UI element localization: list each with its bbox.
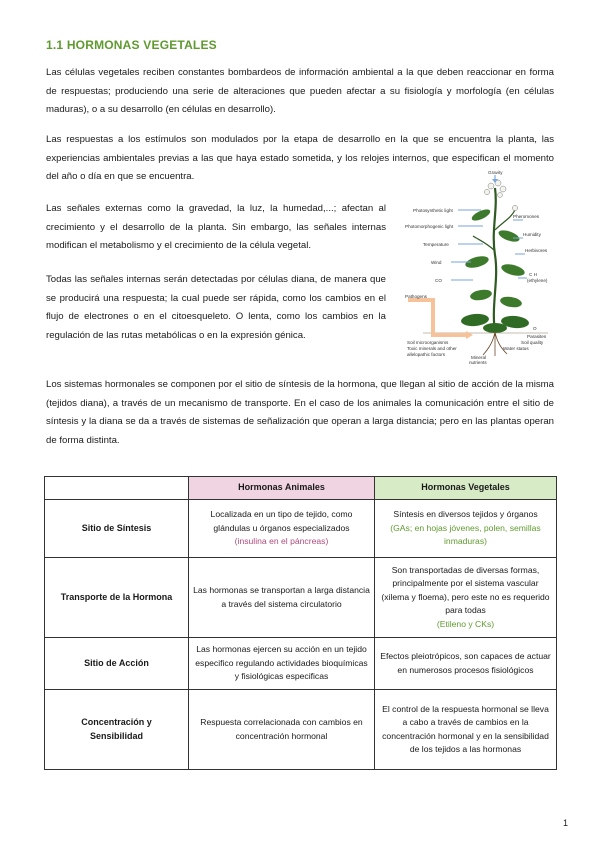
table-row	[45, 638, 557, 690]
label-soil-quality: Soil quality	[521, 340, 544, 345]
cell-text: Respuesta correlacionada con cambios en concentración hormonal	[200, 717, 363, 741]
label-nutrients: nutrients	[469, 360, 487, 365]
cell-animal-concentration	[189, 690, 375, 770]
plant-illustration	[403, 170, 553, 365]
table-row	[45, 558, 557, 638]
label-photomorphogenic-light: Photomorphogenic light	[405, 224, 454, 229]
paragraph-hormonal-systems: Los sistemas hormonales se componen por el sitio de síntesis de la hormona, que llegan al sitio de acción de la misma (tejidos diana), a través de un mecanismo de transporte. En el caso de los animales la comunicación entre el sitio de síntesis y la diana se da a través de sistemas de señalización que operan a larga distancia; pero en las plantas operan de forma distinta.	[46, 379, 554, 446]
cell-animal-transport	[189, 558, 375, 638]
cell-note: (GAs; en hojas jóvenes, polen, semillas inmaduras)	[390, 522, 541, 547]
row-label-concentration	[45, 690, 189, 770]
cell-text: Síntesis en diversos tejidos y órganos	[393, 509, 538, 520]
paragraph-responses: Las respuestas a los estímulos son modulados por la etapa de desarrollo en la que se encuentra la planta, las experiencias ambientales previas a las que haya estado sometida, y los relojes internos, que especifican el momento del año o día en que se encuentra.	[46, 134, 554, 182]
label-humidity: Humidity	[523, 232, 541, 237]
label-photosynthetic-light: Photosynthetic light	[413, 208, 453, 213]
table-row	[45, 500, 557, 558]
cell-plant-concentration	[375, 690, 557, 770]
label-co2: CO	[435, 278, 442, 283]
label-pheromones: Pheromones	[513, 214, 540, 219]
cell-plant-transport	[375, 558, 557, 638]
table-row	[45, 690, 557, 770]
label-allelopathic: allelopathic factors	[407, 352, 446, 357]
label-pathogens: Pathogens	[405, 294, 427, 299]
label-toxic-minerals: Toxic minerals and other	[407, 346, 457, 351]
paragraph-external-signals: Las señales externas como la gravedad, la luz, la humedad,...; afectan al crecimiento y el desarrollo de la planta. Sin embargo, las señales internas modifican el metabolismo y el crecimiento de la célula vegetal.	[46, 203, 386, 251]
label-temperature: Temperature	[423, 242, 449, 247]
cell-plant-action	[375, 638, 557, 690]
label-ethylene: (ethylene)	[527, 278, 548, 283]
section-title: 1.1 HORMONAS VEGETALES	[46, 38, 217, 52]
comparison-table	[44, 476, 557, 770]
cell-text: Son transportadas de diversas formas, principalmente por el sistema vascular (xilema y floema), pero este no es requerido para todas	[381, 564, 550, 616]
row-label-line: Concentración y	[81, 717, 152, 727]
label-water-status: Water status	[503, 346, 529, 351]
cell-text: Las hormonas ejercen su acción en un tejido especifico regulando actividades bioquímicas y fisiológicas especificas	[195, 644, 368, 682]
cell-note: (insulina en el páncreas)	[234, 536, 329, 547]
paragraph-intro: Las células vegetales reciben constantes bombardeos de información ambiental a la que deben reaccionar en forma de respuestas; produciendo una serie de alteraciones que pueden afectar a su fisiología y morfología (en células maduras), o a su desarrollo (en células en desarrollo).	[46, 67, 554, 115]
row-label-line: Sensibilidad	[89, 730, 143, 741]
row-label-action: Sitio de Acción	[45, 638, 189, 690]
label-soil-microorganisms: Soil microorganisms	[407, 340, 449, 345]
paragraph-internal-signals: Todas las señales internas serán detectadas por células diana, de manera que se producirá una respuesta; la cual puede ser rápida, como los cambios en el flujo de electrones o en el citoesqueleto. O lenta, como los cambios en la regulación de las rutas metabólicas o en la expresión génica.	[46, 274, 386, 341]
cell-animal-synthesis	[189, 500, 375, 558]
label-parasites: Parasites	[527, 334, 547, 339]
plant-signals-figure	[403, 170, 553, 365]
label-c2h4: C H	[529, 272, 537, 277]
cell-animal-action	[189, 638, 375, 690]
label-gravity: Gravity	[488, 170, 503, 175]
label-mineral: Mineral	[471, 355, 487, 360]
cell-note: (Etileno y CKs)	[436, 618, 495, 629]
cell-plant-synthesis	[375, 500, 557, 558]
header-plant-hormones: Hormonas Vegetales	[375, 477, 557, 500]
page-number: 1	[563, 818, 569, 828]
cell-text: Localizada en un tipo de tejido, como glándulas u órganos especializados	[210, 509, 353, 533]
label-herbivores: Herbivores	[525, 248, 548, 253]
row-label-synthesis: Sitio de Síntesis	[45, 500, 189, 558]
header-animal-hormones: Hormonas Animales	[189, 477, 375, 500]
label-o2: O	[533, 326, 537, 331]
cell-text: Las hormonas se transportan a larga distancia a través del sistema circulatorio	[193, 585, 370, 609]
header-empty-cell	[45, 477, 189, 500]
label-wind: Wind	[431, 260, 442, 265]
cell-text: El control de la respuesta hormonal se lleva a cabo a través de cambios en la concentración hormonal y en la sensibilidad de los tejidos a las hormonas	[382, 703, 549, 754]
row-label-transport: Transporte de la Hormona	[45, 558, 189, 638]
table-header-row	[45, 477, 557, 500]
cell-text: Efectos pleiotrópicos, son capaces de actuar en numerosos procesos fisiológicos	[380, 651, 551, 675]
